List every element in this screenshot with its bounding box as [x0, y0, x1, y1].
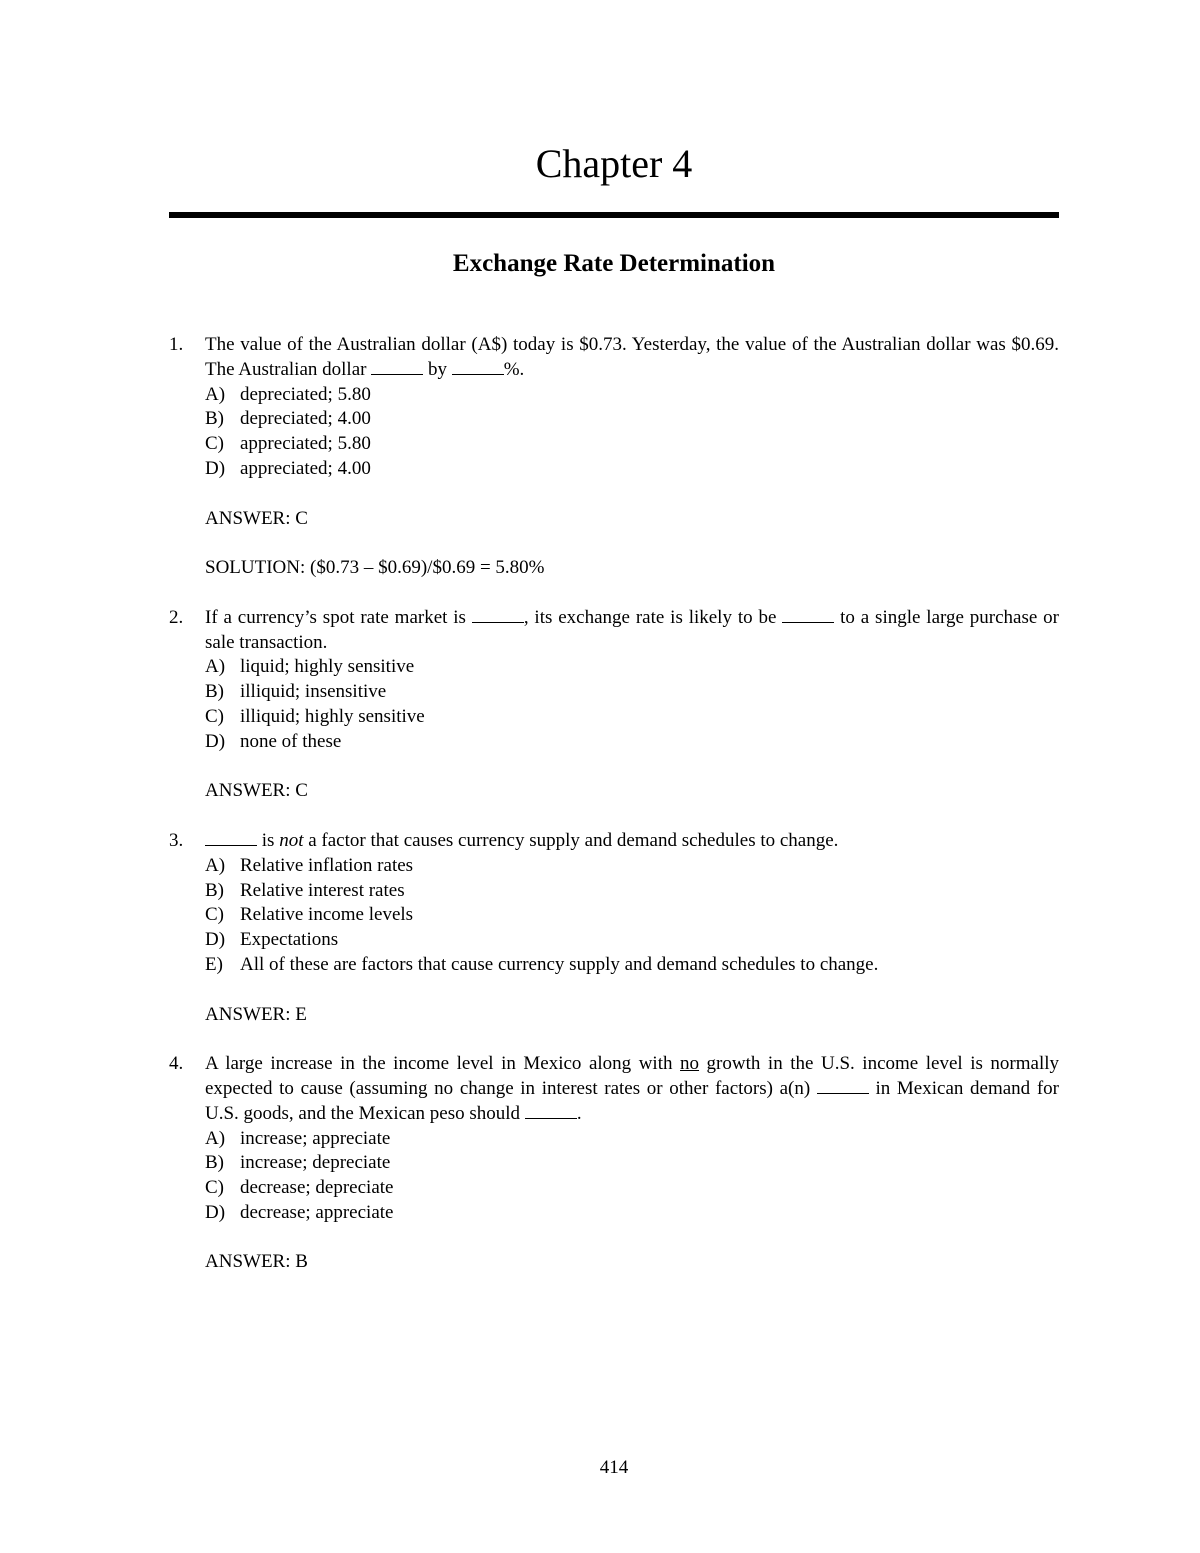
option-letter: D) — [205, 457, 226, 479]
question-stem — [205, 606, 1059, 656]
option-text: increase; depreciate — [240, 1152, 391, 1174]
answer-blank — [452, 359, 504, 375]
answer-option — [205, 903, 1059, 928]
answer-blank — [472, 607, 524, 623]
option-text: Relative income levels — [240, 904, 414, 926]
stem-text: by — [423, 358, 452, 380]
answer-option — [205, 705, 1059, 730]
page-number: 414 — [599, 1457, 629, 1478]
option-letter: B) — [205, 408, 224, 430]
answer-blank — [817, 1078, 869, 1094]
question-number: 2. — [169, 606, 184, 628]
stem-text: A large increase in the income level in Mexico along with — [205, 1053, 681, 1075]
answer-key: ANSWER: B — [205, 1251, 308, 1273]
answer-option — [205, 730, 1059, 755]
stem-text: If a currency’s spot rate market is — [205, 606, 472, 628]
answer-key: ANSWER: C — [205, 507, 308, 529]
answer-option — [205, 680, 1059, 705]
underlined-text: no — [680, 1053, 700, 1075]
question-1 — [169, 333, 1059, 581]
option-letter: B) — [205, 681, 224, 703]
stem-text: %. — [503, 358, 525, 380]
option-text: illiquid; highly sensitive — [240, 705, 425, 727]
option-letter: E) — [205, 953, 223, 975]
option-letter: B) — [205, 1152, 224, 1174]
title-rule — [169, 212, 1059, 218]
option-text: appreciated; 5.80 — [240, 433, 371, 455]
answer-key: ANSWER: E — [205, 1003, 307, 1025]
option-text: depreciated; 5.80 — [240, 383, 371, 405]
answer-option — [205, 1201, 1059, 1226]
answer-option — [205, 383, 1059, 408]
option-text: Relative inflation rates — [240, 854, 414, 876]
chapter-subtitle: Exchange Rate Determination — [452, 250, 776, 277]
answer-option — [205, 879, 1059, 904]
answer-blank — [371, 359, 423, 375]
option-text: depreciated; 4.00 — [240, 408, 371, 430]
option-text: Relative interest rates — [240, 879, 405, 901]
chapter-title: Chapter 4 — [535, 141, 693, 186]
option-text: All of these are factors that cause currency supply and demand schedules to change. — [240, 953, 879, 975]
question-stem — [205, 829, 1059, 854]
question-list — [169, 333, 1059, 1300]
question-number: 1. — [169, 334, 184, 355]
answer-option — [205, 407, 1059, 432]
question-2 — [169, 606, 1059, 804]
stem-text: to a single large purchase or sale transaction. — [205, 606, 1059, 653]
option-letter: C) — [205, 904, 224, 926]
answer-option — [205, 1176, 1059, 1201]
answer-option — [205, 854, 1059, 879]
stem-text: The value of the Australian dollar (A$) today is $0.73. Yesterday, the value of the Australian dollar was $0.69. The Australian dollar — [205, 334, 1059, 380]
stem-text: a factor that causes currency supply and demand schedules to change. — [303, 829, 839, 851]
answer-blank — [525, 1103, 577, 1119]
question-4 — [169, 1052, 1059, 1275]
option-letter: C) — [205, 1177, 224, 1199]
question-stem — [205, 333, 1059, 383]
answer-key: ANSWER: C — [205, 780, 308, 802]
answer-option — [205, 457, 1059, 482]
option-text: none of these — [240, 730, 342, 752]
option-letter: C) — [205, 433, 224, 455]
emphasis-text: not — [279, 829, 304, 851]
option-text: decrease; depreciate — [240, 1177, 394, 1199]
option-text: Expectations — [240, 929, 339, 951]
stem-text: growth in the U.S. income level is normally expected to cause (assuming no change in interest rates or other factors) a(n) — [205, 1053, 1059, 1099]
option-text: decrease; appreciate — [240, 1201, 394, 1223]
answer-option — [205, 1127, 1059, 1152]
stem-text: . — [576, 1102, 582, 1124]
answer-blank — [205, 830, 257, 846]
question-stem — [205, 1052, 1059, 1126]
stem-text: in Mexican demand for U.S. goods, and the Mexican peso should — [205, 1077, 1059, 1124]
answer-option — [205, 928, 1059, 953]
question-number: 3. — [169, 829, 184, 851]
solution-text: SOLUTION: ($0.73 – $0.69)/$0.69 = 5.80% — [205, 557, 545, 579]
option-letter: D) — [205, 929, 226, 951]
question-3 — [169, 829, 1059, 1027]
option-text: appreciated; 4.00 — [240, 457, 371, 479]
option-letter: A) — [205, 854, 226, 876]
question-number: 4. — [169, 1053, 184, 1075]
option-letter: A) — [205, 1127, 226, 1149]
stem-text: is — [257, 829, 280, 851]
stem-text: , its exchange rate is likely to be — [523, 606, 783, 628]
answer-option — [205, 953, 1059, 978]
option-text: illiquid; insensitive — [240, 681, 387, 703]
answer-option — [205, 655, 1059, 680]
option-letter: D) — [205, 1201, 226, 1223]
option-letter: C) — [205, 705, 224, 727]
answer-blank — [782, 607, 834, 623]
option-letter: D) — [205, 730, 226, 752]
answer-option — [205, 432, 1059, 457]
option-text: liquid; highly sensitive — [240, 656, 415, 678]
option-letter: A) — [205, 656, 226, 678]
answer-option — [205, 1151, 1059, 1176]
option-text: increase; appreciate — [240, 1127, 391, 1149]
option-letter: A) — [205, 383, 226, 405]
option-letter: B) — [205, 879, 224, 901]
